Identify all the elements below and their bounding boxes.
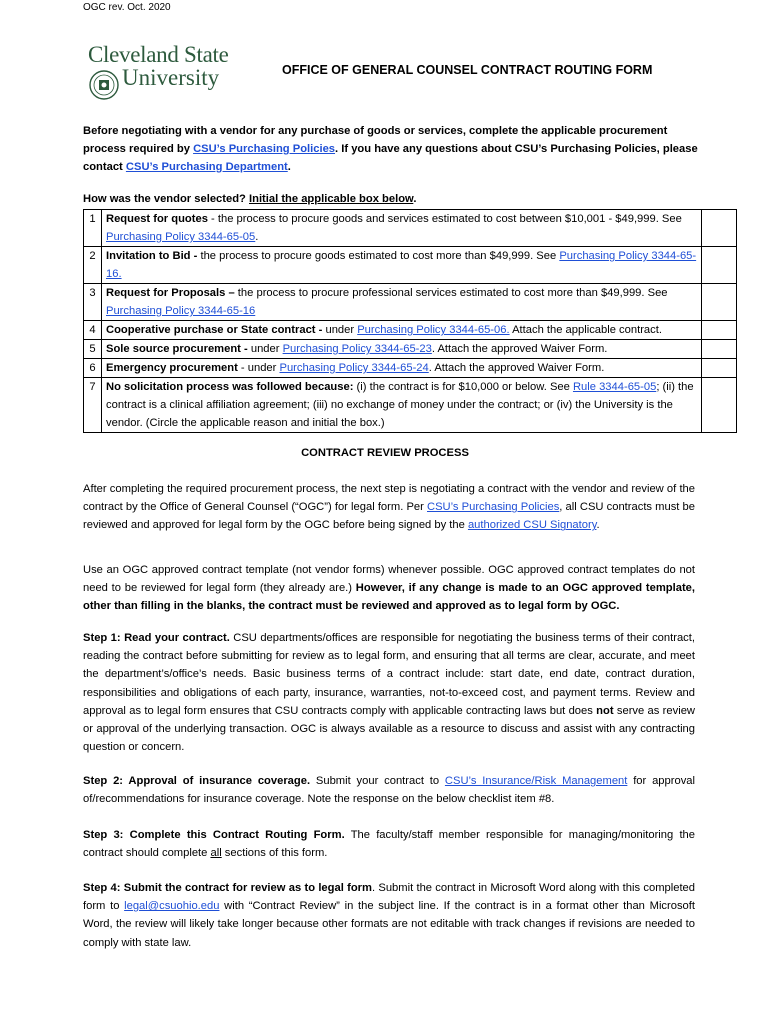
logo-line2: University — [122, 65, 220, 90]
policy-link[interactable]: Purchasing Policy 3344-65-24 — [279, 362, 429, 374]
row-number: 4 — [84, 321, 102, 340]
selection-row — [84, 378, 737, 433]
selection-row — [84, 247, 737, 284]
initial-box[interactable] — [702, 340, 737, 359]
selection-row — [84, 340, 737, 359]
vendor-selection-table — [83, 209, 737, 433]
initial-box[interactable] — [702, 378, 737, 433]
row-number: 1 — [84, 210, 102, 247]
row-description: Sole source procurement - under Purchasing Policy 3344-65-23. Attach the approved Waiver Form. — [102, 340, 702, 359]
step2-paragraph: Step 2: Approval of insurance coverage. Submit your contract to CSU’s Insurance/Risk Management for approval of/recommendations for insurance coverage. Note the response on the below checklist item #8. — [83, 775, 696, 806]
review-paragraph-2: Use an OGC approved contract template (not vendor forms) whenever possible. OGC approved contract templates do not need to be reviewed for legal form (they already are.) However, if any change is made to an OGC approved template, other than filling in the blanks, the contract must be reviewed and approved as to legal form by OGC. — [83, 564, 696, 613]
row-description: Emergency procurement - under Purchasing Policy 3344-65-24. Attach the approved Waiver Form. — [102, 359, 702, 378]
form-title: OFFICE OF GENERAL COUNSEL CONTRACT ROUTING FORM — [282, 63, 653, 77]
insurance-risk-management-link[interactable]: CSU’s Insurance/Risk Management — [444, 775, 628, 787]
policy-link[interactable]: Purchasing Policy 3344-65-05 — [106, 231, 256, 243]
step3-paragraph: Step 3: Complete this Contract Routing Form. The faculty/staff member responsible for managing/monitoring the contract should complete all sections of this form. — [83, 829, 695, 860]
step1-paragraph: Step 1: Read your contract. CSU departments/offices are responsible for negotiating the business terms of their contract, reading the contract before submitting for review as to legal form, and ensuring that all terms are clear, accurate, and meet the department’s/office’s needs. Basic business terms of a contract include: start date, end date, contract duration, responsibilities and obligations of each party, insurance, warranties, not-to-exceed cost, and payment terms. Review and approval as to legal form ensures that CSU contracts comply with applicable contracting laws but does not serve as review or approval of the underlying transaction. OGC is always available as a resource to discuss and assist with any contracting question or concern. — [83, 632, 695, 754]
row-number: 5 — [84, 340, 102, 359]
university-seal-icon — [89, 70, 119, 100]
policy-link[interactable]: Purchasing Policy 3344-65-06. — [357, 324, 510, 336]
initial-box[interactable] — [702, 284, 737, 321]
row-number: 6 — [84, 359, 102, 378]
initial-box[interactable] — [702, 210, 737, 247]
row-number: 3 — [84, 284, 102, 321]
selection-row — [84, 210, 737, 247]
authorized-signatory-link[interactable]: authorized CSU Signatory — [467, 519, 597, 532]
policy-link[interactable]: Purchasing Policy 3344-65-16. — [106, 250, 697, 280]
vendor-selection-question: How was the vendor selected? Initial the applicable box below. — [83, 193, 417, 205]
review-paragraph-1: After completing the required procurement process, the next step is negotiating a contract with the vendor and review of the contract by the Office of General Counsel (“OGC”) for legal form. Per CSU’s Purchasing Policies, all CSU contracts must be reviewed and approved for legal form by the OGC before being signed by the authorized CSU Signatory. — [83, 483, 695, 532]
row-description: Invitation to Bid - the process to procure goods estimated to cost more than $49,999. See Purchasing Policy 3344-65-16. — [102, 247, 702, 284]
initial-box[interactable] — [702, 247, 737, 284]
review-process-heading: CONTRACT REVIEW PROCESS — [301, 447, 469, 459]
row-description: No solicitation process was followed because: (i) the contract is for $10,000 or below. See Rule 3344-65-05; (ii) the contract is a clinical affiliation agreement; (iii) no exchange of money under the contract; or (iv) the University is the vendor. (Circle the applicable reason and initial the box.) — [102, 378, 702, 433]
row-description: Cooperative purchase or State contract - under Purchasing Policy 3344-65-06. Attach the applicable contract. — [102, 321, 702, 340]
university-logo — [86, 42, 236, 104]
selection-row — [84, 321, 737, 340]
row-description: Request for quotes - the process to procure goods and services estimated to cost between $10,001 - $49,999. See Purchasing Policy 3344-65-05. — [102, 210, 702, 247]
legal-email-link[interactable]: legal@csuohio.edu — [124, 900, 220, 913]
row-number: 2 — [84, 247, 102, 284]
policy-link[interactable]: Rule 3344-65-05 — [572, 381, 657, 393]
revision-label: OGC rev. Oct. 2020 — [83, 2, 171, 13]
initial-box[interactable] — [702, 321, 737, 340]
selection-row — [84, 359, 737, 378]
row-number: 7 — [84, 378, 102, 433]
selection-row — [84, 284, 737, 321]
intro-paragraph: Before negotiating with a vendor for any purchase of goods or services, complete the applicable procurement process required by CSU’s Purchasing Policies. If you have any questions about CSU’s Purchasing Policies, please contact CSU’s Purchasing Department. — [83, 125, 698, 173]
initial-box[interactable] — [702, 359, 737, 378]
row-description: Request for Proposals – the process to procure professional services estimated to cost more than $49,999. See Purchasing Policy 3344-65-16 — [102, 284, 702, 321]
step4-paragraph: Step 4: Submit the contract for review as to legal form. Submit the contract in Microsoft Word along with this completed form to legal@csuohio.edu with “Contract Review” in the subject line. If the contract is in a format other than Microsoft Word, the review will likely take longer because other formats are not editable with track changes if revisions are needed to comply with state law. — [83, 882, 695, 949]
purchasing-department-link[interactable]: CSU’s Purchasing Department — [125, 161, 288, 173]
logo-line1: Cleveland State — [88, 42, 229, 67]
policy-link[interactable]: Purchasing Policy 3344-65-23 — [282, 343, 432, 355]
csu-purchasing-policies-link[interactable]: CSU’s Purchasing Policies — [427, 501, 560, 514]
policy-link[interactable]: Purchasing Policy 3344-65-16 — [106, 305, 256, 317]
purchasing-policies-link[interactable]: CSU’s Purchasing Policies — [193, 143, 336, 155]
